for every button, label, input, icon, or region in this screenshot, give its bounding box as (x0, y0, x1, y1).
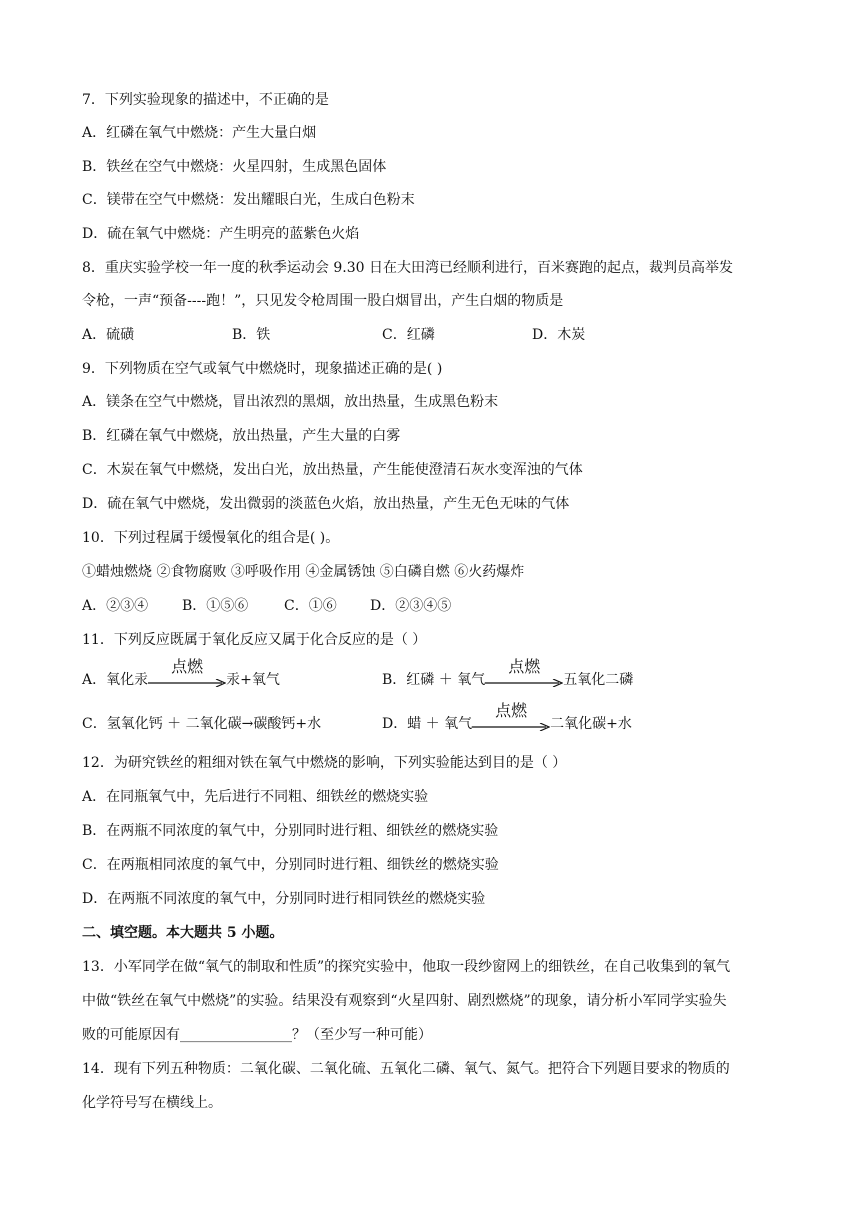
q8-stem-line2: 令枪，一声“预备----跑！”，只见发令枪周围一股白烟冒出，产生白烟的物质是 (82, 293, 564, 309)
q11-option-a-product: 汞+氧气 (226, 672, 280, 688)
q11-option-b-product: 五氧化二磷 (563, 672, 634, 688)
q9-option-b: B．红磷在氧气中燃烧，放出热量，产生大量的白雾 (82, 428, 401, 444)
q8-option-d: D．木炭 (532, 327, 586, 343)
q7-stem: 7．下列实验现象的描述中，不正确的是 (82, 92, 329, 108)
q11-option-d-reactant: D．蜡 ＋ 氧气 (382, 716, 473, 732)
q11-option-d-product: 二氧化碳+水 (550, 716, 632, 732)
q13-line3: 败的可能原因有________________？（至少写一种可能） (82, 1027, 432, 1043)
q10-option-d: D．②③④⑤ (370, 598, 452, 614)
q7-option-a: A．红磷在氧气中燃烧：产生大量白烟 (82, 125, 317, 141)
q13-line2: 中做“铁丝在氧气中燃烧”的实验。结果没有观察到“火星四射、剧烈燃烧”的现象，请分析小军同学实验失 (82, 993, 727, 1009)
q11-option-b-reactant: B．红磷 ＋ 氧气 (382, 672, 486, 688)
q10-stem: 10．下列过程属于缓慢氧化的组合是( )。 (82, 530, 340, 546)
q10-items: ①蜡烛燃烧 ②食物腐败 ③呼吸作用 ④金属锈蚀 ⑤白磷自燃 ⑥火药爆炸 (82, 564, 525, 580)
q11-option-c: C．氢氧化钙 ＋ 二氧化碳→碳酸钙+水 (82, 716, 322, 732)
q9-option-d: D．硫在氧气中燃烧，发出微弱的淡蓝色火焰，放出热量，产生无色无味的气体 (82, 496, 570, 512)
q12-option-d: D．在两瓶不同浓度的氧气中，分别同时进行相同铁丝的燃烧实验 (82, 891, 486, 907)
q12-option-a: A．在同瓶氧气中，先后进行不同粗、细铁丝的燃烧实验 (82, 789, 429, 805)
reaction-condition: 点燃 (171, 657, 204, 676)
q11-option-a (82, 657, 280, 690)
q11-option-b (382, 657, 634, 690)
q11-option-a-reactant: A．氧化汞 (82, 672, 149, 688)
right-arrow-icon (472, 723, 550, 731)
q8-stem-line1: 8．重庆实验学校一年一度的秋季运动会 9.30 日在大田湾已经顺利进行，百米赛跑的起点，裁判员高举发 (82, 260, 733, 276)
q7-option-d: D．硫在氧气中燃烧：产生明亮的蓝紫色火焰 (82, 226, 360, 242)
q7-option-c: C．镁带在空气中燃烧：发出耀眼白光，生成白色粉末 (82, 192, 415, 208)
q10-option-c: C．①⑥ (284, 598, 337, 614)
q12-stem: 12．为研究铁丝的粗细对铁在氧气中燃烧的影响，下列实验能达到目的是（ ） (82, 755, 567, 771)
q12-option-c: C．在两瓶相同浓度的氧气中，分别同时进行粗、细铁丝的燃烧实验 (82, 857, 499, 873)
reaction-condition: 点燃 (495, 701, 528, 720)
section-heading: 二、填空题。本大题共 5 小题。 (82, 925, 284, 941)
q8-option-b: B．铁 (232, 327, 271, 343)
q11-option-d (382, 701, 632, 734)
reaction-arrow (472, 701, 550, 734)
reaction-arrow (485, 657, 563, 690)
q11-stem: 11．下列反应既属于氧化反应又属于化合反应的是（ ） (82, 632, 427, 648)
q12-option-b: B．在两瓶不同浓度的氧气中，分别同时进行粗、细铁丝的燃烧实验 (82, 823, 499, 839)
q9-option-a: A．镁条在空气中燃烧，冒出浓烈的黑烟，放出热量，生成黑色粉末 (82, 394, 499, 410)
q14-line1: 14．现有下列五种物质：二氧化碳、二氧化硫、五氧化二磷、氧气、氮气。把符合下列题目要求的物质的 (82, 1061, 730, 1077)
right-arrow-icon (485, 679, 563, 687)
q13-line1: 13．小军同学在做“氧气的制取和性质”的探究实验中，他取一段纱窗网上的细铁丝，在自己收集到的氧气 (82, 959, 731, 975)
reaction-condition: 点燃 (508, 657, 541, 676)
right-arrow-icon (148, 679, 226, 687)
reaction-arrow (148, 657, 226, 690)
q10-option-a: A．②③④ (82, 598, 149, 614)
q9-stem: 9．下列物质在空气或氧气中燃烧时，现象描述正确的是( ) (82, 361, 443, 377)
q7-option-b: B．铁丝在空气中燃烧：火星四射，生成黑色固体 (82, 159, 387, 175)
q14-line2: 化学符号写在横线上。 (82, 1095, 222, 1111)
q8-option-c: C．红磷 (382, 327, 435, 343)
q8-option-a: A．硫磺 (82, 327, 135, 343)
q9-option-c: C．木炭在氧气中燃烧，发出白光，放出热量，产生能使澄清石灰水变浑浊的气体 (82, 462, 583, 478)
q10-option-b: B．①⑤⑥ (182, 598, 249, 614)
